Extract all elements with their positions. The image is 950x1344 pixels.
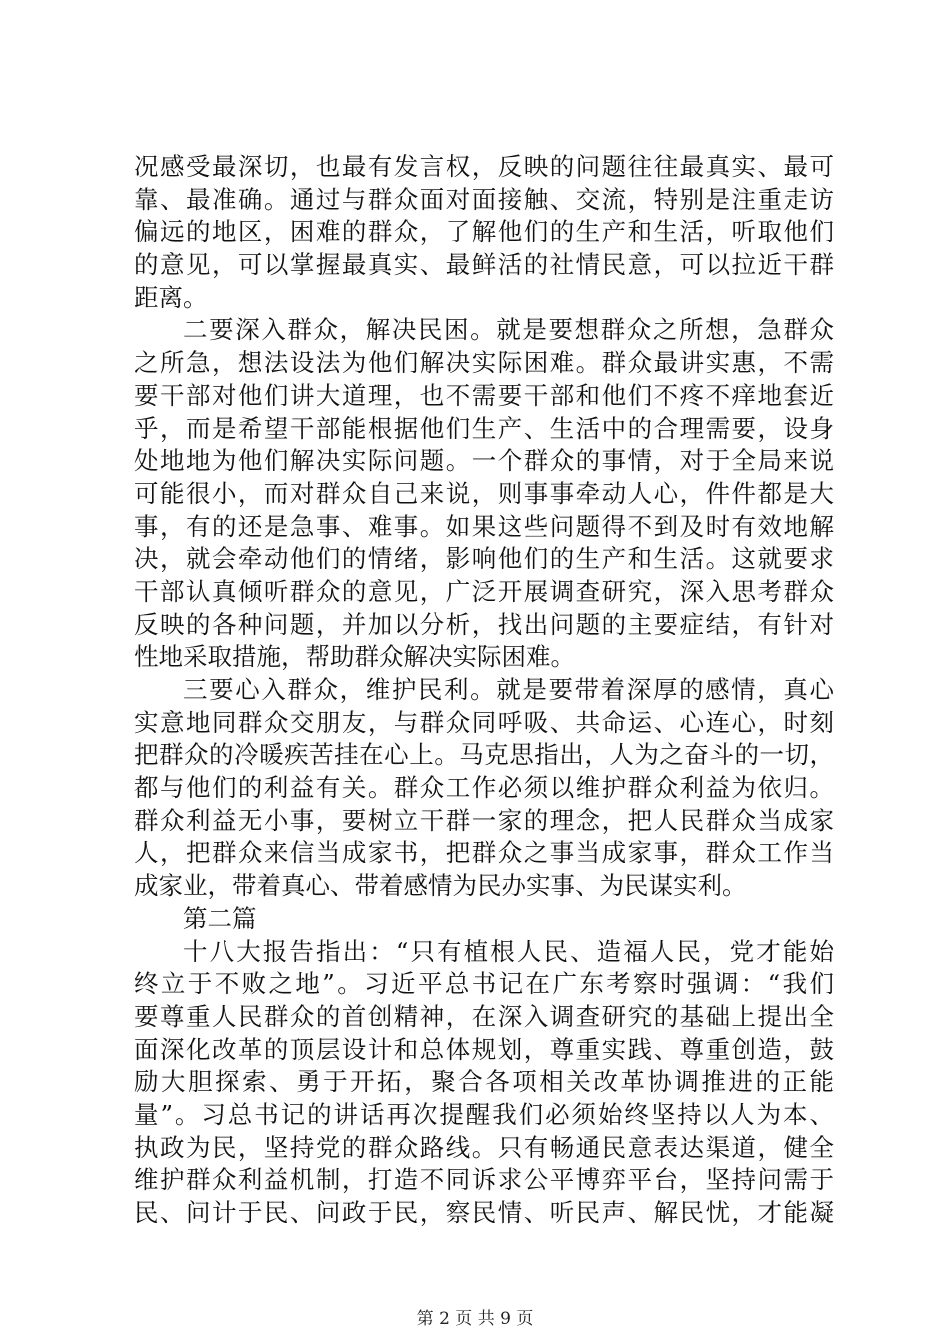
text-line: 要尊重人民群众的首创精神，在深入调查研究的基础上提出全	[134, 1001, 834, 1031]
text-line: 干部认真倾听群众的意见，广泛开展调查研究，深入思考群众	[134, 576, 834, 606]
text-line: 第二篇	[183, 903, 257, 933]
text-line: 处地地为他们解决实际问题。一个群众的事情，对于全局来说	[134, 446, 834, 476]
text-line: 励大胆探索、勇于开拓，聚合各项相关改革协调推进的正能	[134, 1067, 834, 1097]
text-line: 决，就会牵动他们的情绪，影响他们的生产和生活。这就要求	[134, 544, 834, 574]
text-line: 偏远的地区，困难的群众，了解他们的生产和生活，听取他们	[134, 217, 834, 247]
document-body	[134, 151, 834, 1230]
text-line: 民、问计于民、问政于民，察民情、听民声、解民忧，才能凝	[134, 1198, 834, 1227]
text-line: 靠、最准确。通过与群众面对面接触、交流，特别是注重走访	[134, 184, 834, 214]
text-line: 实意地同群众交朋友，与群众同呼吸、共命运、心连心，时刻	[134, 707, 834, 737]
text-line: 可能很小，而对群众自己来说，则事事牵动人心，件件都是大	[134, 478, 834, 508]
text-line: 三要心入群众，维护民利。就是要带着深厚的感情，真心	[183, 675, 834, 704]
text-line: 要干部对他们讲大道理，也不需要干部和他们不疼不痒地套近	[134, 380, 834, 410]
text-line: 维护群众利益机制，打造不同诉求公平博弈平台，坚持问需于	[134, 1165, 834, 1195]
text-line: 性地采取措施，帮助群众解决实际困难。	[134, 642, 575, 672]
text-line: 十八大报告指出：“只有植根人民、造福人民，党才能始	[183, 936, 834, 966]
text-line: 都与他们的利益有关。群众工作必须以维护群众利益为依归。	[134, 773, 834, 803]
text-line: 面深化改革的顶层设计和总体规划，尊重实践、尊重创造，鼓	[134, 1034, 834, 1064]
text-line: 人，把群众来信当成家书，把群众之事当成家事，群众工作当	[134, 838, 834, 868]
text-line: 的意见，可以掌握最真实、最鲜活的社情民意，可以拉近干群	[134, 250, 834, 280]
text-line: 群众利益无小事，要树立干群一家的理念，把人民群众当成家	[134, 805, 834, 835]
text-line: 况感受最深切，也最有发言权，反映的问题往往最真实、最可	[134, 152, 834, 181]
text-line: 把群众的冷暖疾苦挂在心上。马克思指出，人为之奋斗的一切，	[134, 740, 834, 770]
text-line: 乎，而是希望干部能根据他们生产、生活中的合理需要，设身	[134, 413, 834, 443]
page-footer: 第 2 页 共 9 页	[416, 1309, 534, 1329]
text-line: 终立于不败之地”。习近平总书记在广东考察时强调：“我们	[134, 969, 834, 999]
text-line: 量”。习总书记的讲话再次提醒我们必须始终坚持以人为本、	[134, 1099, 834, 1129]
text-line: 二要深入群众，解决民困。就是要想群众之所想，急群众	[183, 315, 834, 345]
text-line: 事，有的还是急事、难事。如果这些问题得不到及时有效地解	[134, 511, 834, 541]
text-line: 执政为民，坚持党的群众路线。只有畅通民意表达渠道，健全	[134, 1132, 834, 1162]
text-line: 之所急，想法设法为他们解决实际困难。群众最讲实惠，不需	[134, 348, 834, 378]
text-line: 反映的各种问题，并加以分析，找出问题的主要症结，有针对	[134, 609, 834, 639]
text-line: 距离。	[134, 282, 208, 312]
text-line: 成家业，带着真心、带着感情为民办实事、为民谋实利。	[134, 871, 747, 901]
